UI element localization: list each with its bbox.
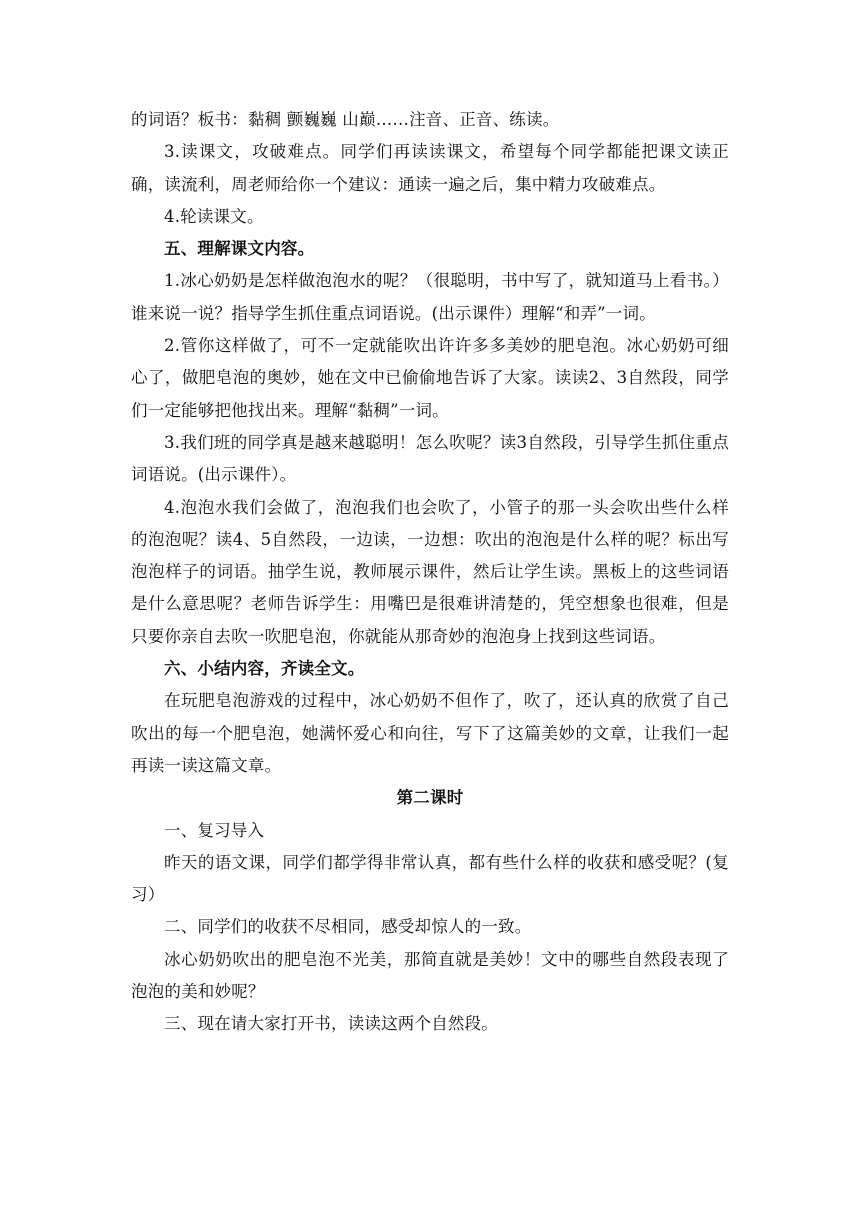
paragraph-part-3: 三、现在请大家打开书，读读这两个自然段。 [164,1014,498,1034]
paragraph-continuation: 的词语？板书：黏稠 颤巍巍 山巅……注音、正音、练读。 [131,110,560,129]
paragraph-part-2: 二、同学们的收获不尽相同，感受却惊人的一致。 [164,917,532,937]
paragraph-item-3: 3.我们班的同学真是越来越聪明！怎么吹呢？读3自然段，引导学生抓住重点词语说。(出示课件）。 [131,432,729,485]
paragraph-beauty: 冰心奶奶吹出的肥皂泡不光美，那简直就是美妙！文中的哪些自然段表现了泡泡的美和妙呢？ [131,949,729,1002]
paragraph-review-heading: 一、复习导入 [164,820,265,840]
paragraph-review: 昨天的语文课，同学们都学得非常认真，都有些什么样的收获和感受呢？(复习） [131,852,729,905]
lesson-title: 第二课时 [396,788,464,808]
section-heading-5: 五、理解课文内容。 [164,239,315,259]
paragraph-item-4: 4.泡泡水我们会做了，泡泡我们也会吹了，小管子的那一头会吹出些什么样的泡泡呢？读4、5自然段，一边读，一边想：吹出的泡泡是什么样的呢？标出写泡泡样子的词语。抽学生说，教师展示课件，然后让学生读。黑板上的这些词语是什么意思呢？老师告诉学生：用嘴巴是很难讲清楚的，凭空想象也很难，但是只要你亲自去吹一吹肥皂泡，你就能从那奇妙的泡泡身上找到这些词语。 [131,497,729,646]
paragraph-step-4: 4.轮读课文。 [164,206,264,226]
section-heading-6: 六、小结内容，齐读全文。 [164,659,365,679]
paragraph-summary: 在玩肥皂泡游戏的过程中，冰心奶奶不但作了，吹了，还认真的欣赏了自己吹出的每一个肥皂泡，她满怀爱心和向往，写下了这篇美妙的文章，让我们一起再读一读这篇文章。 [131,691,729,775]
paragraph-step-3: 3.读课文，攻破难点。同学们再读读课文，希望每个同学都能把课文读正确，读流利，周老师给你一个建议：通读一遍之后，集中精力攻破难点。 [131,142,729,194]
paragraph-item-2: 2.管你这样做了，可不一定就能吹出许许多多美妙的肥皂泡。冰心奶奶可细心了，做肥皂泡的奥妙，她在文中已偷偷地告诉了大家。读读2、3自然段，同学们一定能够把他找出来。理解“黏稠”一词。 [131,336,729,420]
document-body [131,104,729,1041]
paragraph-item-1: 1.冰心奶奶是怎样做泡泡水的呢？（很聪明，书中写了，就知道马上看书。）谁来说一说？指导学生抓住重点词语说。(出示课件）理解“和弄”一词。 [131,271,729,323]
